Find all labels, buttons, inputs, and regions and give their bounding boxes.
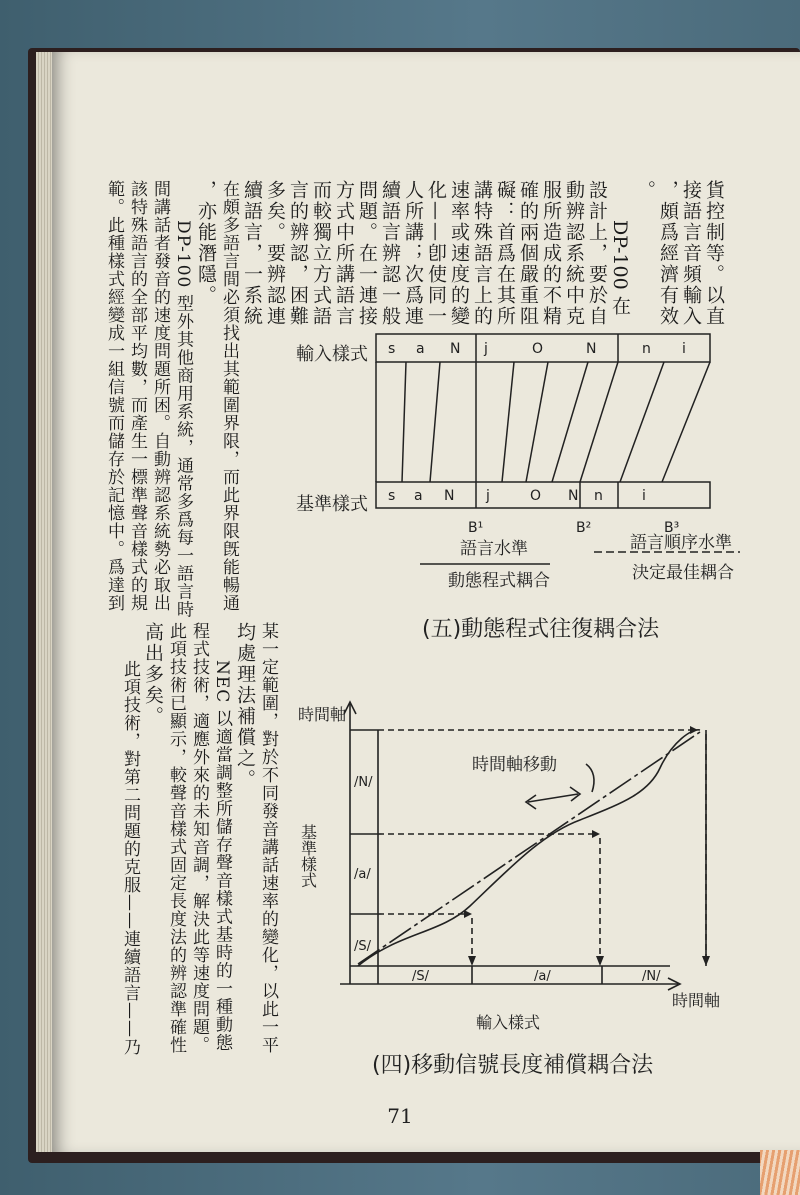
x-segment-n: /N/: [642, 969, 661, 984]
text-column: 講特殊語言上的: [471, 180, 493, 327]
input-phoneme-cell: i: [682, 341, 686, 357]
text-column: ，頗爲經濟有效: [657, 180, 679, 327]
reference-phoneme-cell: a: [414, 488, 423, 504]
reference-phoneme-cell: i: [642, 488, 646, 504]
text-column: 接語言音頻輸入: [680, 180, 702, 327]
text-column: DP-100 在: [609, 220, 631, 315]
text-column: DP-100 型外其他商用系統，通常多爲每一語言時: [173, 220, 193, 619]
text-column: 在頗多語言間必須找出其範圍界限，而此界限旣能暢通: [219, 180, 239, 612]
text-column: 。: [634, 180, 656, 201]
figure-caption-top: (五)動態程式往復耦合法: [422, 617, 660, 642]
input-phoneme-cell: O: [532, 341, 544, 357]
input-phoneme-cell: j: [484, 341, 488, 357]
language-level-label: 語言水準: [460, 539, 528, 559]
dp-matching-label: 動態程式耦合: [448, 571, 550, 591]
text-column: 高出多矣。: [142, 622, 164, 727]
reference-phoneme-cell: N: [568, 488, 579, 504]
reference-phoneme-cell: s: [388, 488, 396, 504]
text-column: 此項技術已顯示，較聲音樣式固定長度法的辨認準確性: [166, 622, 186, 1054]
reference-phoneme-cell: O: [530, 488, 542, 504]
text-column: 程式技術，適應外來的未知音調，解決此等速度問題。: [189, 622, 209, 1054]
text-column: 服所造成的不精: [540, 180, 562, 327]
y-segment-a: /a/: [354, 867, 371, 882]
best-matching-label: 決定最佳耦合: [632, 563, 734, 583]
text-column: 而較獨立方式語: [310, 180, 332, 327]
x-segment-a: /a/: [534, 969, 551, 984]
input-phoneme-cell: N: [450, 341, 461, 357]
y-axis-label: 時間軸: [298, 705, 347, 724]
text-column: 續語言，一系統: [241, 180, 263, 327]
input-phoneme-cell: a: [416, 341, 425, 357]
text-column: NEC 以適當調整所儲存聲音樣式基時的一種動態: [212, 660, 232, 1052]
text-column: 化——卽使同一: [425, 180, 447, 327]
reference-phoneme-cell: N: [444, 488, 455, 504]
text-column: ，亦能潛隱。: [195, 180, 217, 306]
input-pattern-axis-label: 輸入樣式: [476, 1013, 541, 1032]
book-page: [52, 52, 800, 1152]
input-pattern-label: 輸入樣式: [296, 344, 368, 365]
figure-caption-bottom: (四)移動信號長度補償耦合法: [372, 1053, 654, 1078]
text-column: 均處理法補償之。: [234, 622, 256, 790]
page-number: 71: [387, 1104, 413, 1128]
text-column: 多矣。要辨認連: [264, 180, 286, 327]
text-column: 某一定範圍，對於不同發音講話速率的變化，以此一平: [258, 622, 278, 1054]
input-phoneme-cell: n: [642, 341, 651, 357]
text-column: 確的兩個嚴重阻: [517, 180, 539, 327]
text-column: 速率或速度的變: [448, 180, 470, 327]
text-column: 設計上，要於自: [586, 180, 608, 327]
bookmark-thread: [760, 1150, 800, 1195]
b3-label: B³: [664, 520, 680, 536]
x-axis-label: 時間軸: [672, 991, 721, 1010]
text-column: 續語言辨認一般: [379, 180, 401, 327]
figure-dynamic-programming: [280, 320, 750, 650]
input-phoneme-cell: N: [586, 341, 597, 357]
b1-label: B¹: [468, 520, 484, 536]
text-column: 範。此種樣式經變成一組信號而儲存於記憶中。爲達到: [104, 180, 124, 612]
reference-phoneme-cell: j: [486, 488, 490, 504]
text-column: 該特殊語言的全部平均數，而產生一標準聲音樣式的規: [127, 180, 147, 612]
b2-label: B²: [576, 520, 592, 536]
y-segment-s: /S/: [354, 939, 372, 954]
input-phoneme-cell: s: [388, 341, 396, 357]
text-column: 動辨認系統中克: [563, 180, 585, 327]
text-column: 礙：首爲在其所: [494, 180, 516, 327]
text-column: 人所講；次爲連: [402, 180, 424, 327]
text-column: 間講話者發音的速度問題所困。自動辨認系統勢必取出: [150, 180, 170, 612]
y-segment-n: /N/: [354, 775, 373, 790]
text-column: 言的辨認，困難: [287, 180, 309, 327]
reference-phoneme-cell: n: [594, 488, 603, 504]
reference-pattern-axis-label: 基準樣式: [298, 824, 318, 888]
text-column: 貨控制等。以直: [703, 180, 725, 327]
x-segment-s: /S/: [412, 969, 430, 984]
text-column: 問題。在一連接: [356, 180, 378, 327]
text-column: 方式中所講語言: [333, 180, 355, 327]
sequence-level-label: 語言順序水準: [630, 533, 732, 553]
reference-pattern-row: [376, 482, 710, 508]
figure-time-shift: [280, 644, 750, 1084]
reference-pattern-label: 基準樣式: [296, 494, 368, 515]
text-column: 此項技術，對第二問題的克服——連續語言——乃: [120, 660, 140, 1056]
time-shift-label: 時間軸移動: [472, 755, 557, 775]
